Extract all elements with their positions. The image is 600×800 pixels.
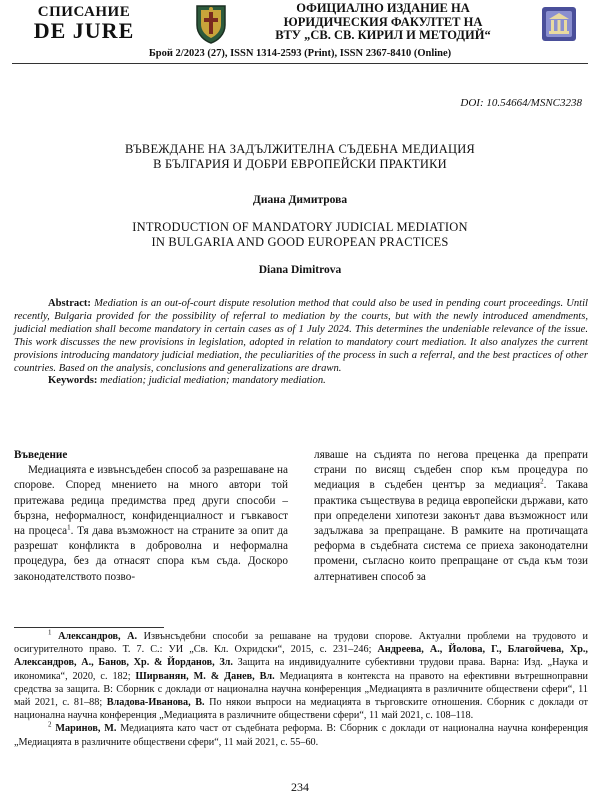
- body-right-text-b: . Такава практика съществува в редица европейски държави, като при определени хипотези законът дава възможност или задължава за препращане. В рамките на протичащата реформа в съдебната система се приеха законодателни промени, съгласно които препращане от съда към този алтернативен способ за: [314, 479, 589, 583]
- footnote-1-text-2: Защита на индивидуалните субективни трудови права. Варна: Изд. „Наука и икономика“, 2020, с. 182;: [14, 657, 588, 682]
- footnote-1-text-3: Медиацията в контекста на правото на ефективни вътрешноправни средства за защита. В: Сборник с доклади от национална научна конференция „Медиацията в различните обществени сфери“, 11 май 2021, с. 81–88;: [14, 670, 588, 709]
- footnote-1-number: 1: [48, 628, 52, 637]
- footnote-1-author-3: Ширванян, М. & Данев, Вл.: [135, 670, 275, 682]
- title-en-line-2: IN BULGARIA AND GOOD EUROPEAN PRACTICES: [151, 235, 449, 249]
- official-line-1: ОФИЦИАЛНО ИЗДАНИЕ НА: [296, 1, 470, 15]
- footnote-2-text-1: Медиацията като част от съдебната реформа. В: Сборник с доклади от национална научна конференция „Медиацията в различните обществени сфери“, 11 май 2021, с. 55–60.: [14, 723, 589, 748]
- title-bg-line-2: В БЪЛГАРИЯ И ДОБРИ ЕВРОПЕЙСКИ ПРАКТИКИ: [153, 157, 447, 171]
- keywords-paragraph: [14, 375, 588, 388]
- footnote-1-author-4: Владова-Иванова, В.: [106, 697, 205, 709]
- title-bulgarian: [0, 142, 600, 172]
- footnote-1-text-1: Извънсъдебни способи за решаване на трудови спорове. Актуални проблеми на трудовото и осигурителното право. Т. 7. С.: УИ „Св. Кл. Охридски“, 2015, с. 231–246;: [14, 631, 588, 656]
- title-bg-line-1: ВЪВЕЖДАНЕ НА ЗАДЪЛЖИТЕЛНА СЪДЕБНА МЕДИАЦИЯ: [125, 142, 475, 156]
- keywords-label: Keywords:: [48, 375, 98, 387]
- body-left-text-b: . Тя дава възможност на страните за опит да разрешат конфликта в доброволна и неформална процедура, без да отнасят спора към съда. Доскоро законодателството позво-: [14, 525, 288, 583]
- header-divider: [12, 63, 588, 64]
- section-heading-introduction: Въведение: [14, 449, 68, 461]
- author-bulgarian: Диана Димитрова: [252, 194, 348, 206]
- footnote-2: [14, 722, 588, 748]
- footnote-1-author-1: Александров, А.: [58, 631, 138, 642]
- footnote-1-text-4: По някои въпроси на медиацията в търговските отношения. Сборник с доклади от национална научна конференция „Медиацията в различните обществени сфери“, 11 май 2021, с. 108–118.: [14, 697, 589, 722]
- body-columns: [14, 448, 588, 623]
- footnote-2-author-1: Маринов, М.: [55, 723, 117, 735]
- abstract-text: Mediation is an out-of-court dispute resolution method that could also be used in pending court proceedings. Until recently, Bulgaria provided for the possibility of referral to mediation by the courts, but with the newly introduced amendments, judicial mediation shall become mandatory in certain cases as of 1 July 2024. This determines the undeniable relevance of the issue. This work discusses the new provisions in legislation, adopted in relation to mandatory court mediation. It also analyzes the current provisions introducing mandatory judicial mediation, the peculiarities of the process in such a referral, and the best practices of other countries. Based on the analysis, conclusions and generalizations are drawn.: [14, 298, 588, 374]
- title-english: [0, 220, 600, 250]
- official-line-2: ЮРИДИЧЕСКИЯ ФАКУЛТЕТ НА: [283, 14, 483, 29]
- issue-issn-line: Брой 2/2023 (27), ISSN 1314-2593 (Print), ISSN 2367-8410 (Online): [148, 48, 452, 59]
- footnote-1: [14, 630, 588, 722]
- law-faculty-emblem-icon: [538, 3, 580, 45]
- abstract-label: Abstract:: [48, 298, 91, 309]
- masthead-line-1: СПИСАНИЕ: [37, 4, 131, 20]
- body-right-column: [314, 448, 588, 585]
- footnote-1-author-2: Андреева, А., Йолова, Г., Благойчева, Хр., Александров, А., Банов, Хр. & Йорданов, Зл.: [14, 644, 588, 669]
- footnote-ref-2[interactable]: 2: [540, 477, 544, 486]
- official-publication-note: [248, 2, 518, 43]
- abstract-block: [14, 298, 588, 388]
- body-left-column: [14, 448, 288, 585]
- footnote-2-number: 2: [48, 721, 52, 730]
- body-paragraph-right: [314, 448, 588, 585]
- footnote-separator: [14, 627, 164, 628]
- body-right-text-a: ляваше на съдията по негова преценка да препрати страни по висящ съдебен спор към процедура по медиация в съдебен център за медиация: [314, 449, 588, 492]
- doi-link[interactable]: DOI: 10.54664/MSNC3238: [460, 97, 582, 109]
- journal-masthead: [24, 4, 144, 42]
- university-crest-icon: [193, 3, 229, 45]
- footnotes-block: [14, 630, 588, 749]
- masthead-line-2: DE JURE: [33, 18, 135, 43]
- abstract-paragraph: [14, 298, 588, 375]
- body-paragraph-left: [14, 463, 288, 585]
- author-english: Diana Dimitrova: [258, 264, 342, 276]
- official-line-3: ВТУ „СВ. СВ. КИРИЛ И МЕТОДИЙ“: [275, 28, 491, 42]
- body-left-text-a: Медиацията е извънсъдебен способ за разрешаване на спорове. Според мнението на много автори той притежава редица предимства пред други способи – бързна, неформалност, конфиденциалност и гъвкавост на процеса: [14, 464, 288, 538]
- journal-header: [0, 0, 600, 70]
- title-en-line-1: INTRODUCTION OF MANDATORY JUDICIAL MEDIATION: [132, 220, 468, 234]
- page-number: 234: [291, 780, 309, 794]
- keywords-text: mediation; judicial mediation; mandatory mediation.: [100, 375, 326, 387]
- footnote-ref-1[interactable]: 1: [67, 523, 71, 532]
